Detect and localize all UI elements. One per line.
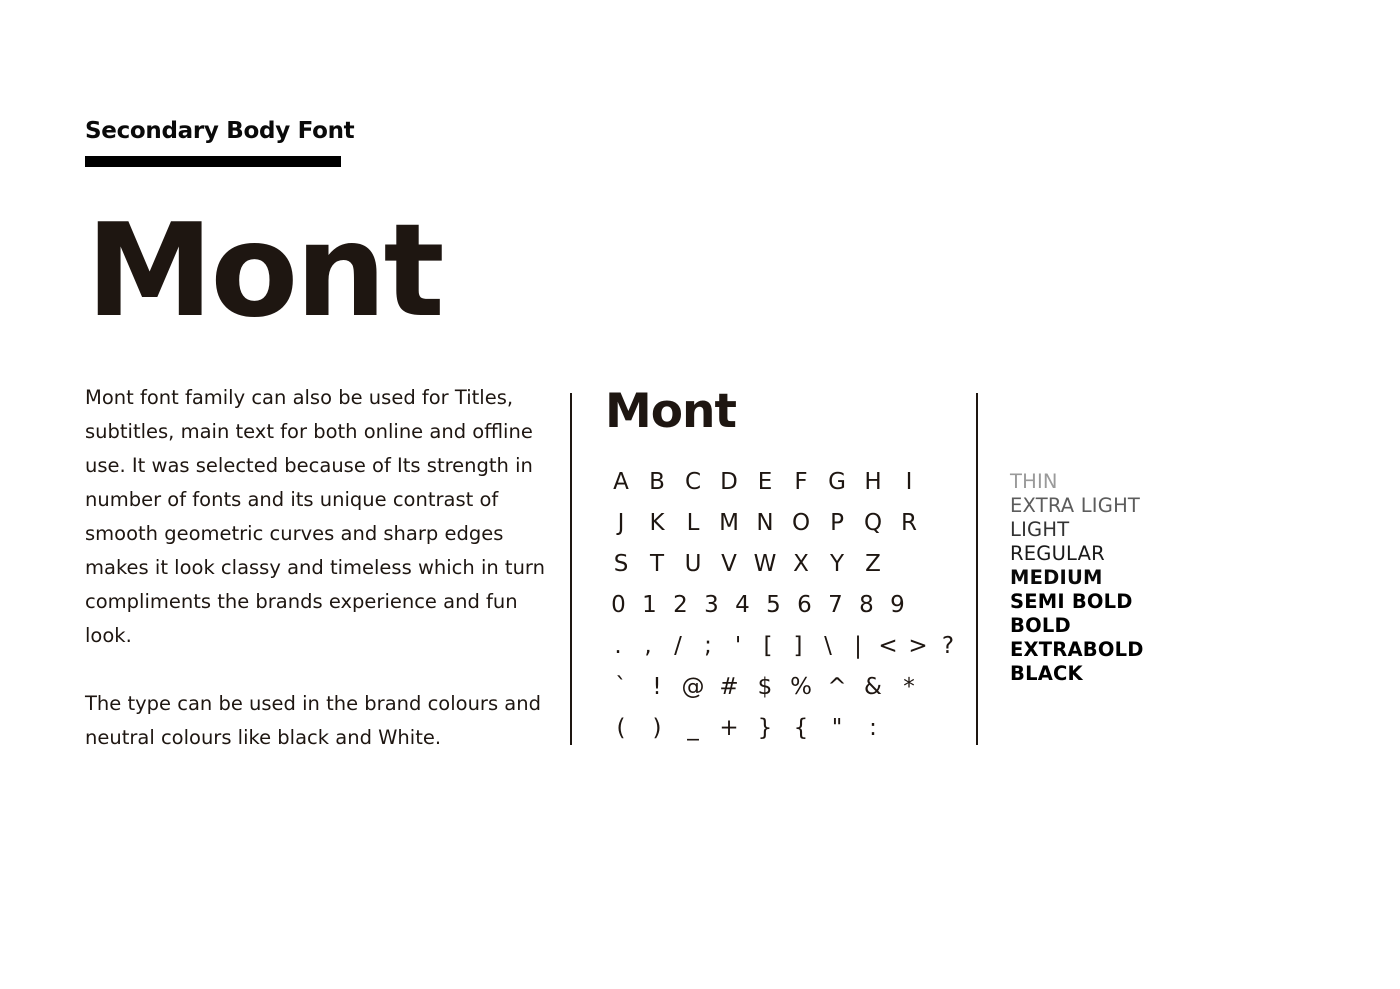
weight-item: BLACK [1010, 662, 1083, 685]
column-divider [570, 393, 572, 745]
glyph: [ [763, 632, 773, 659]
glyph: 0 [611, 591, 626, 618]
glyph-row [603, 584, 963, 625]
glyph-grid [603, 461, 963, 748]
glyph: Y [829, 550, 845, 577]
glyph-row [603, 502, 963, 543]
glyph: W [753, 550, 777, 577]
glyph: J [617, 509, 625, 536]
glyph: R [901, 509, 917, 536]
glyph: " [831, 714, 843, 741]
glyph: D [720, 468, 738, 495]
weight-item: EXTRABOLD [1010, 638, 1144, 661]
glyph: S [613, 550, 629, 577]
glyph: H [864, 468, 882, 495]
glyph: : [869, 714, 877, 741]
glyph: G [828, 468, 846, 495]
glyph: L [686, 509, 700, 536]
section-label: Secondary Body Font [85, 118, 355, 144]
weight-item: SEMI BOLD [1010, 590, 1133, 613]
glyph: ; [704, 632, 712, 659]
glyph: ' [734, 632, 742, 659]
description-paragraph: Mont font family can also be used for Titles, subtitles, main text for both online and offline use. It was selected because of Its strength in number of fonts and its unique contrast of smooth geometric curves and sharp edges makes it look classy and timeless which in turn compliments the brands experience and fun look. [85, 386, 545, 647]
glyph: { [793, 714, 809, 741]
glyph: ? [941, 632, 955, 659]
glyph: } [757, 714, 773, 741]
glyph: N [756, 509, 774, 536]
hero-title: Mont [86, 197, 442, 346]
description-paragraph: The type can be used in the brand colours and neutral colours like black and White. [85, 692, 541, 749]
glyph: & [864, 673, 882, 700]
glyph: / [674, 632, 682, 659]
glyph: * [903, 673, 915, 700]
weight-item: EXTRA LIGHT [1010, 494, 1141, 517]
glyph: . [614, 632, 622, 659]
glyph: < [878, 632, 898, 659]
glyph: V [721, 550, 737, 577]
glyph: \ [824, 632, 832, 659]
glyph-row [603, 461, 963, 502]
glyph: 2 [673, 591, 688, 618]
glyph: B [649, 468, 665, 495]
glyph: I [905, 468, 913, 495]
glyph: 3 [704, 591, 719, 618]
glyph: O [791, 509, 811, 536]
glyph: ^ [827, 673, 847, 700]
glyph: 7 [828, 591, 843, 618]
weight-item: MEDIUM [1010, 566, 1103, 589]
glyph: U [684, 550, 702, 577]
glyph-row [603, 707, 963, 748]
glyph: _ [687, 714, 699, 741]
glyph: + [719, 714, 739, 741]
specimen-title: Mont [605, 384, 736, 439]
glyph: > [908, 632, 928, 659]
glyph: # [719, 673, 739, 700]
glyph-row [603, 543, 963, 584]
glyph: E [757, 468, 773, 495]
glyph: Z [865, 550, 881, 577]
glyph: C [684, 468, 702, 495]
weight-item: REGULAR [1010, 542, 1105, 565]
glyph: K [649, 509, 665, 536]
glyph: | [854, 632, 862, 659]
glyph: 9 [890, 591, 905, 618]
glyph: P [830, 509, 844, 536]
glyph: T [649, 550, 665, 577]
section-underline [85, 156, 341, 167]
glyph: @ [681, 673, 705, 700]
glyph: 6 [797, 591, 812, 618]
glyph: Q [863, 509, 883, 536]
weight-item: LIGHT [1010, 518, 1070, 541]
description-text [85, 381, 555, 755]
glyph: 5 [766, 591, 781, 618]
glyph: $ [757, 673, 773, 700]
glyph: 8 [859, 591, 874, 618]
glyph: 1 [642, 591, 657, 618]
glyph: ] [793, 632, 803, 659]
glyph-row [603, 666, 963, 707]
glyph: M [719, 509, 739, 536]
glyph: A [613, 468, 629, 495]
glyph: X [793, 550, 809, 577]
glyph: ( [616, 714, 626, 741]
glyph: F [794, 468, 808, 495]
glyph-row [603, 625, 963, 666]
glyph: % [790, 673, 812, 700]
glyph: 4 [735, 591, 750, 618]
glyph: ! [652, 673, 662, 700]
column-divider [976, 393, 978, 745]
weight-item: THIN [1010, 470, 1058, 493]
glyph: ` [615, 673, 627, 700]
glyph: ) [652, 714, 662, 741]
glyph: , [644, 632, 652, 659]
weight-item: BOLD [1010, 614, 1071, 637]
weight-list [1010, 470, 1144, 686]
